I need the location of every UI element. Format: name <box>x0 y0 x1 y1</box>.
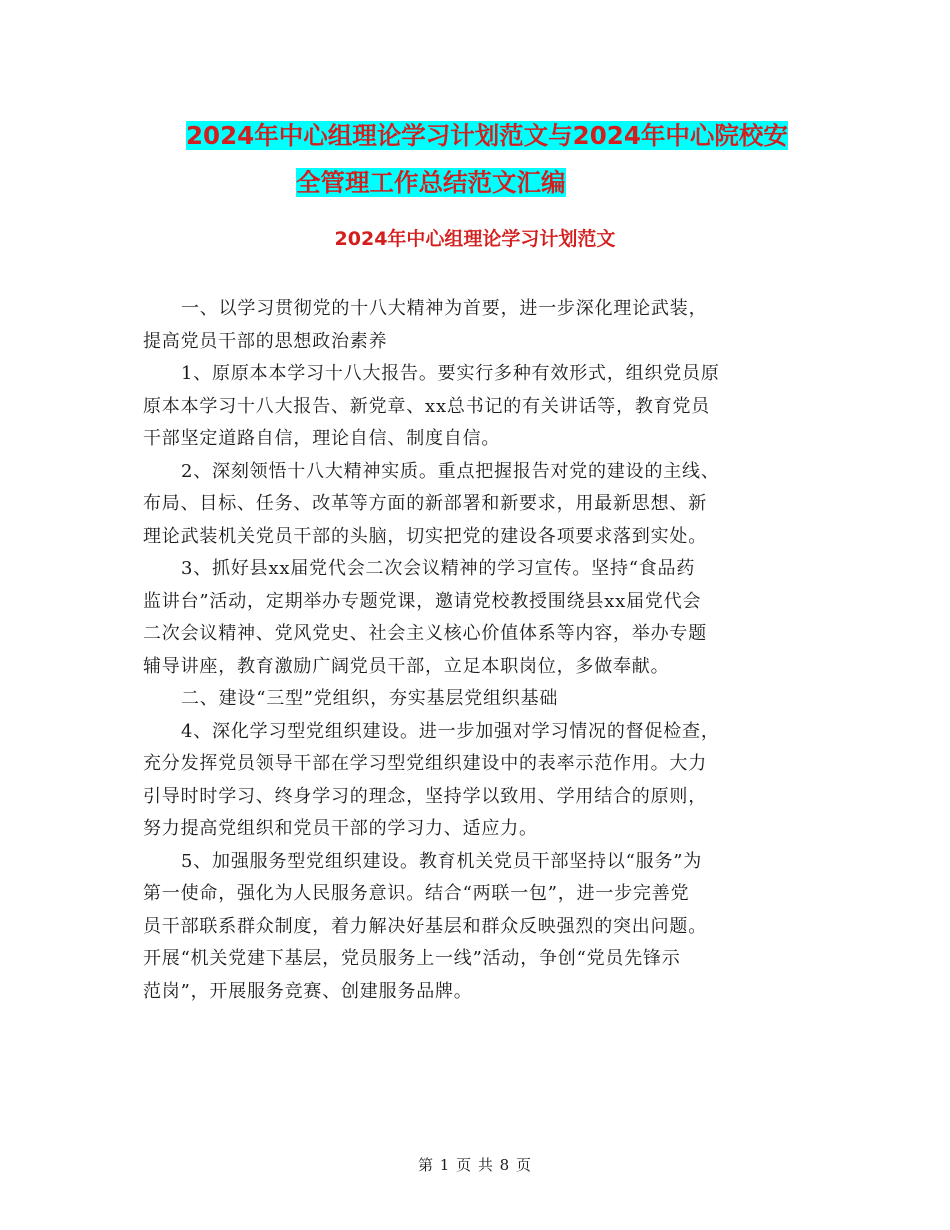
title-highlight-1: 2024年中心组理论学习计划范文与2024年中心院校安 <box>186 121 788 150</box>
paragraph-line: 第一使命，强化为人民服务意识。结合“两联一包”，进一步完善党 <box>143 883 690 904</box>
paragraph-line: 1、原原本本学习十八大报告。要实行多种有效形式，组织党员原 <box>181 363 720 384</box>
paragraph-line: 干部坚定道路自信，理论自信、制度自信。 <box>143 428 501 449</box>
body-paragraph <box>143 456 807 554</box>
body-paragraph <box>143 293 807 358</box>
paragraph-line: 辅导讲座，教育激励广阔党员干部，立足本职岗位，多做奉献。 <box>143 655 670 677</box>
body-paragraph <box>143 846 807 1009</box>
paragraph-line: 4、深化学习型党组织建设。进一步加强对学习情况的督促检查， <box>181 720 720 742</box>
paragraph-line: 范岗”，开展服务竞赛、创建服务品牌。 <box>143 980 473 1002</box>
paragraph-line: 充分发挥党员领导干部在学习型党组织建设中的表率示范作用。大力 <box>143 753 707 774</box>
paragraph-line: 理论武装机关党员干部的头脑，切实把党的建设各项要求落到实处。 <box>143 525 707 547</box>
document-body <box>143 293 807 1008</box>
body-paragraph <box>143 358 807 456</box>
paragraph-line: 原本本学习十八大报告、新党章、xx总书记的有关讲话等，教育党员 <box>143 395 711 417</box>
page-footer: 第 1 页 共 8 页 <box>418 1156 532 1174</box>
paragraph-line: 布局、目标、任务、改革等方面的新部署和新要求，用最新思想、新 <box>143 493 707 514</box>
paragraph-line: 3、抓好县xx届党代会二次会议精神的学习宣传。坚持“食品药 <box>181 558 696 579</box>
title-highlight-2: 全管理工作总结范文汇编 <box>296 168 566 197</box>
document-title-line-2 <box>150 159 830 206</box>
document-title-line-1 <box>150 112 830 159</box>
paragraph-line: 开展“机关党建下基层，党员服务上一线”活动，争创“党员先锋示 <box>143 948 681 969</box>
paragraph-line: 员干部联系群众制度，着力解决好基层和群众反映强烈的突出问题。 <box>143 915 707 937</box>
paragraph-line: 监讲台”活动，定期举办专题党课，邀请党校教授围绕县xx届党代会 <box>143 590 702 612</box>
paragraph-line: 二、建设“三型”党组织，夯实基层党组织基础 <box>181 688 559 709</box>
paragraph-line: 引导时时学习、终身学习的理念，坚持学以致用、学用结合的原则， <box>143 785 707 807</box>
paragraph-line: 努力提高党组织和党员干部的学习力、适应力。 <box>143 818 538 839</box>
paragraph-line: 提高党员干部的思想政治素养 <box>143 330 388 352</box>
paragraph-line: 一、以学习贯彻党的十八大精神为首要，进一步深化理论武装， <box>181 298 708 319</box>
body-paragraph <box>143 553 807 683</box>
body-paragraph <box>143 716 807 846</box>
paragraph-line: 二次会议精神、党风党史、社会主义核心价值体系等内容，举办专题 <box>143 623 707 644</box>
paragraph-line: 2、深刻领悟十八大精神实质。重点把握报告对党的建设的主线、 <box>181 460 720 482</box>
document-title <box>150 112 830 206</box>
section-title: 2024年中心组理论学习计划范文 <box>334 228 616 250</box>
paragraph-line: 5、加强服务型党组织建设。教育机关党员干部坚持以“服务”为 <box>181 850 703 872</box>
body-paragraph <box>143 683 807 716</box>
